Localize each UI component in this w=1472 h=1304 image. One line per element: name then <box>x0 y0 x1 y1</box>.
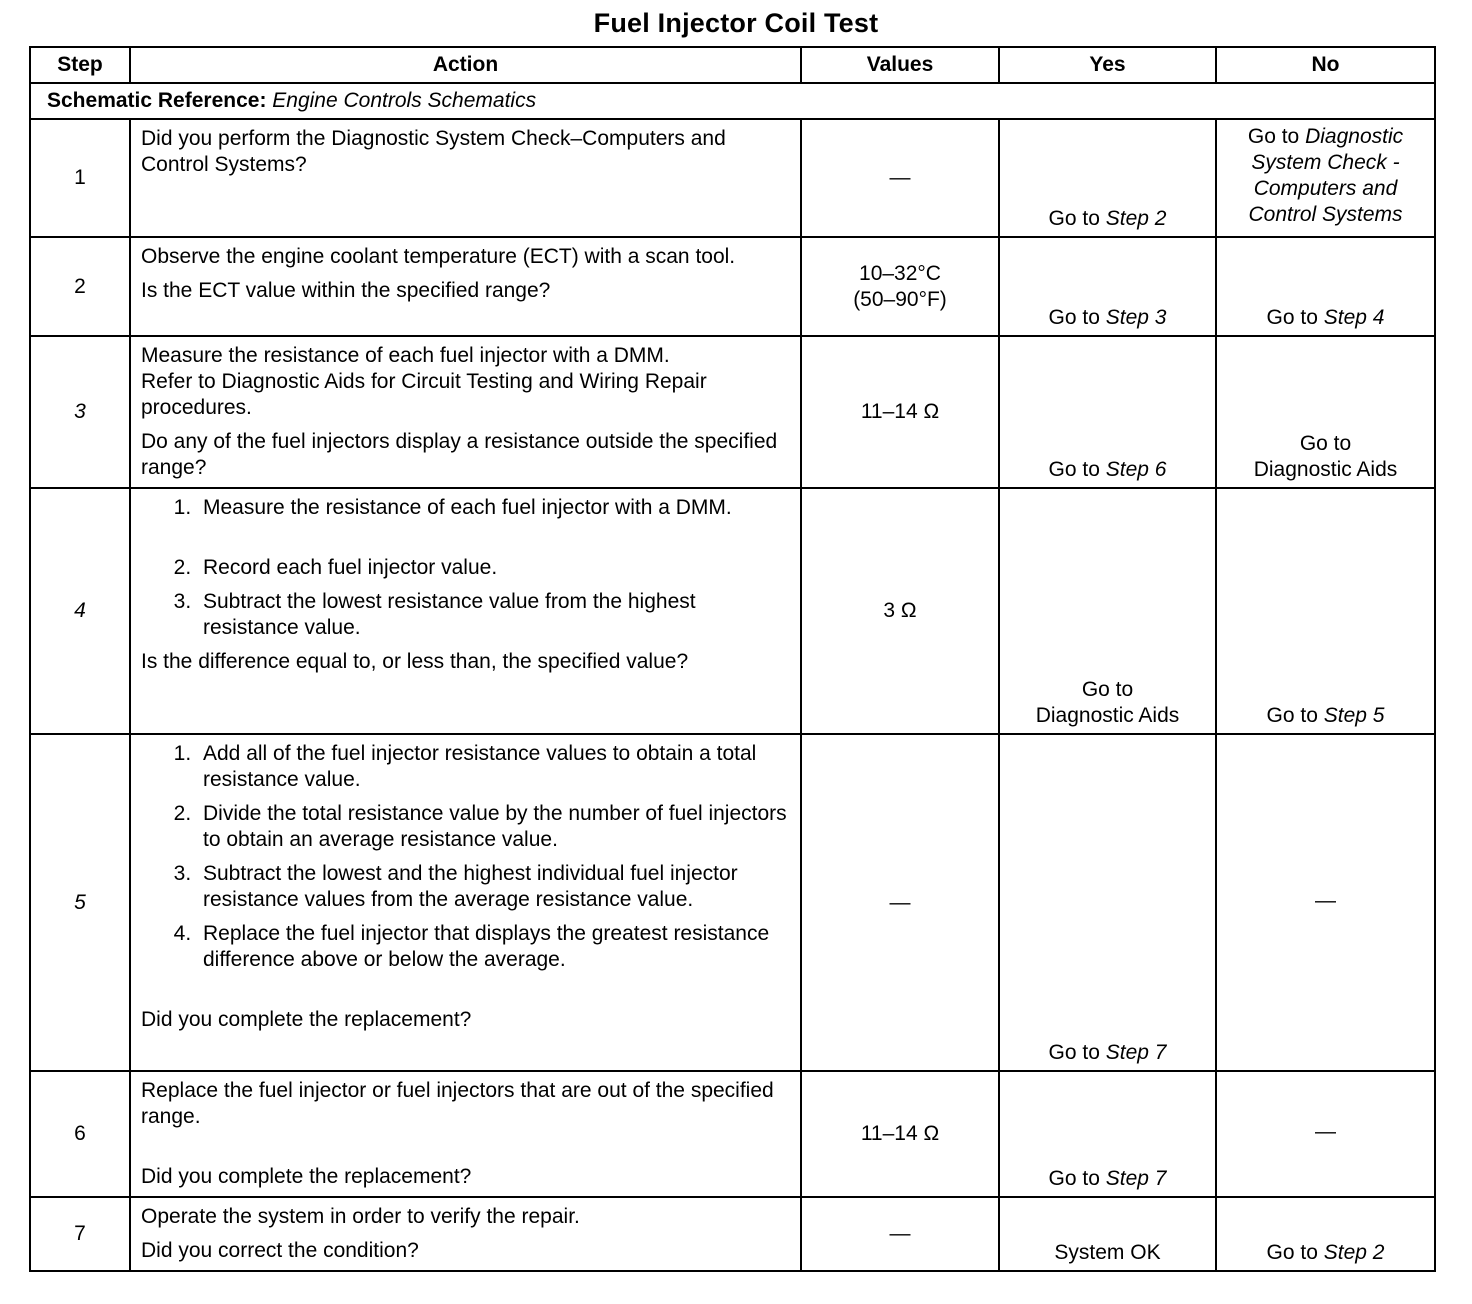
value-cell: 11–14 Ω <box>801 1071 999 1197</box>
list-item: 2. Divide the total resistance value by the number of fuel injectors to obtain an average resistance value. <box>197 801 790 853</box>
table-row <box>30 734 1435 1071</box>
table-row <box>30 488 1435 734</box>
value-cell: — <box>801 734 999 1071</box>
no-cell: — <box>1216 1071 1435 1197</box>
yes-cell <box>999 119 1216 237</box>
schematic-reference <box>30 83 1435 119</box>
step-number: 7 <box>30 1197 130 1271</box>
no-cell <box>1216 237 1435 336</box>
diagnostic-table <box>29 46 1436 1272</box>
action-text: Operate the system in order to verify the repair. <box>141 1205 580 1228</box>
no-link[interactable]: Step 2 <box>1323 1241 1385 1264</box>
yes-link[interactable]: Diagnostic Aids <box>1035 704 1180 727</box>
action-cell <box>130 488 801 734</box>
step-number: 2 <box>30 237 130 336</box>
header-row <box>30 47 1435 83</box>
no-link[interactable]: Step 5 <box>1323 704 1385 727</box>
yes-link[interactable]: Step 7 <box>1105 1041 1167 1064</box>
action-cell <box>130 237 801 336</box>
schematic-link[interactable]: Engine Controls Schematics <box>272 89 537 112</box>
no-link[interactable]: Diagnostic Aids <box>1253 458 1398 481</box>
yes-prefix: Go to <box>1048 1167 1100 1190</box>
page-title: Fuel Injector Coil Test <box>593 8 879 38</box>
step-number: 4 <box>30 488 130 734</box>
action-question: Is the difference equal to, or less than, the specified value? <box>141 650 689 673</box>
action-cell <box>130 1071 801 1197</box>
no-cell <box>1216 1197 1435 1271</box>
table-row <box>30 1071 1435 1197</box>
action-question: Do any of the fuel injectors display a resistance outside the specified range? <box>141 430 778 479</box>
action-steps <box>141 495 790 641</box>
list-item: 4. Replace the fuel injector that displays the greatest resistance difference above or below the average. <box>197 921 790 973</box>
yes-prefix: Go to <box>1081 678 1134 701</box>
header-values: Values <box>801 47 999 83</box>
no-cell <box>1216 488 1435 734</box>
table-row <box>30 336 1435 488</box>
yes-prefix: Go to <box>1048 207 1100 230</box>
yes-cell <box>999 336 1216 488</box>
action-question: Is the ECT value within the specified range? <box>141 279 551 302</box>
list-item: 1. Add all of the fuel injector resistance values to obtain a total resistance value. <box>197 741 790 793</box>
value-cell <box>801 237 999 336</box>
list-item: 3. Subtract the lowest and the highest individual fuel injector resistance values from the average resistance value. <box>197 861 790 913</box>
action-question: Did you complete the replacement? <box>141 1165 472 1188</box>
value-cell: — <box>801 119 999 237</box>
action-text: Measure the resistance of each fuel injector with a DMM. <box>141 344 670 367</box>
no-link[interactable]: Diagnostic System Check - Computers and Control Systems <box>1248 125 1404 226</box>
value-line: (50–90°F) <box>853 287 947 311</box>
step-number: 3 <box>30 336 130 488</box>
header-no: No <box>1216 47 1435 83</box>
yes-link[interactable]: Step 3 <box>1105 306 1167 329</box>
action-question: Did you correct the condition? <box>141 1239 419 1262</box>
schematic-reference-row <box>30 83 1435 119</box>
yes-prefix: Go to <box>1048 1041 1100 1064</box>
no-link[interactable]: Step 4 <box>1323 306 1385 329</box>
table-row <box>30 237 1435 336</box>
step-number: 1 <box>30 119 130 237</box>
action-cell <box>130 336 801 488</box>
no-cell: — <box>1216 734 1435 1071</box>
action-cell <box>130 734 801 1071</box>
action-cell <box>130 119 801 237</box>
schematic-label: Schematic Reference: <box>47 89 267 112</box>
yes-link[interactable]: Step 6 <box>1105 458 1167 481</box>
yes-link[interactable]: Step 2 <box>1105 207 1167 230</box>
table-row <box>30 119 1435 237</box>
action-text: Replace the fuel injector or fuel injectors that are out of the specified range. <box>141 1079 774 1128</box>
list-item: 3. Subtract the lowest resistance value from the highest resistance value. <box>197 589 790 641</box>
header-step: Step <box>30 47 130 83</box>
yes-cell <box>999 237 1216 336</box>
value-cell: 3 Ω <box>801 488 999 734</box>
action-text: Refer to Diagnostic Aids for Circuit Testing and Wiring Repair procedures. <box>141 370 707 419</box>
no-prefix: Go to <box>1299 432 1352 455</box>
step-number: 6 <box>30 1071 130 1197</box>
list-item: 1. Measure the resistance of each fuel injector with a DMM. <box>197 495 790 521</box>
value-line: 10–32°C <box>859 261 941 285</box>
no-prefix: Go to <box>1247 125 1300 148</box>
yes-prefix: Go to <box>1048 306 1100 329</box>
header-action: Action <box>130 47 801 83</box>
yes-cell <box>999 488 1216 734</box>
value-cell: — <box>801 1197 999 1271</box>
no-prefix: Go to <box>1266 306 1318 329</box>
yes-prefix: Go to <box>1048 458 1100 481</box>
yes-cell <box>999 734 1216 1071</box>
no-prefix: Go to <box>1266 1241 1318 1264</box>
action-question: Did you complete the replacement? <box>141 1008 472 1031</box>
step-number: 5 <box>30 734 130 1071</box>
yes-cell <box>999 1071 1216 1197</box>
action-cell <box>130 1197 801 1271</box>
action-text: Did you perform the Diagnostic System Check–Computers and Control Systems? <box>141 127 726 176</box>
value-cell: 11–14 Ω <box>801 336 999 488</box>
yes-link[interactable]: Step 7 <box>1105 1167 1167 1190</box>
header-yes: Yes <box>999 47 1216 83</box>
list-item: 2. Record each fuel injector value. <box>197 555 790 581</box>
yes-cell: System OK <box>999 1197 1216 1271</box>
action-text: Observe the engine coolant temperature (ECT) with a scan tool. <box>141 245 736 268</box>
table-row <box>30 1197 1435 1271</box>
action-steps <box>141 741 790 973</box>
no-prefix: Go to <box>1266 704 1318 727</box>
no-cell <box>1216 119 1435 237</box>
no-cell <box>1216 336 1435 488</box>
